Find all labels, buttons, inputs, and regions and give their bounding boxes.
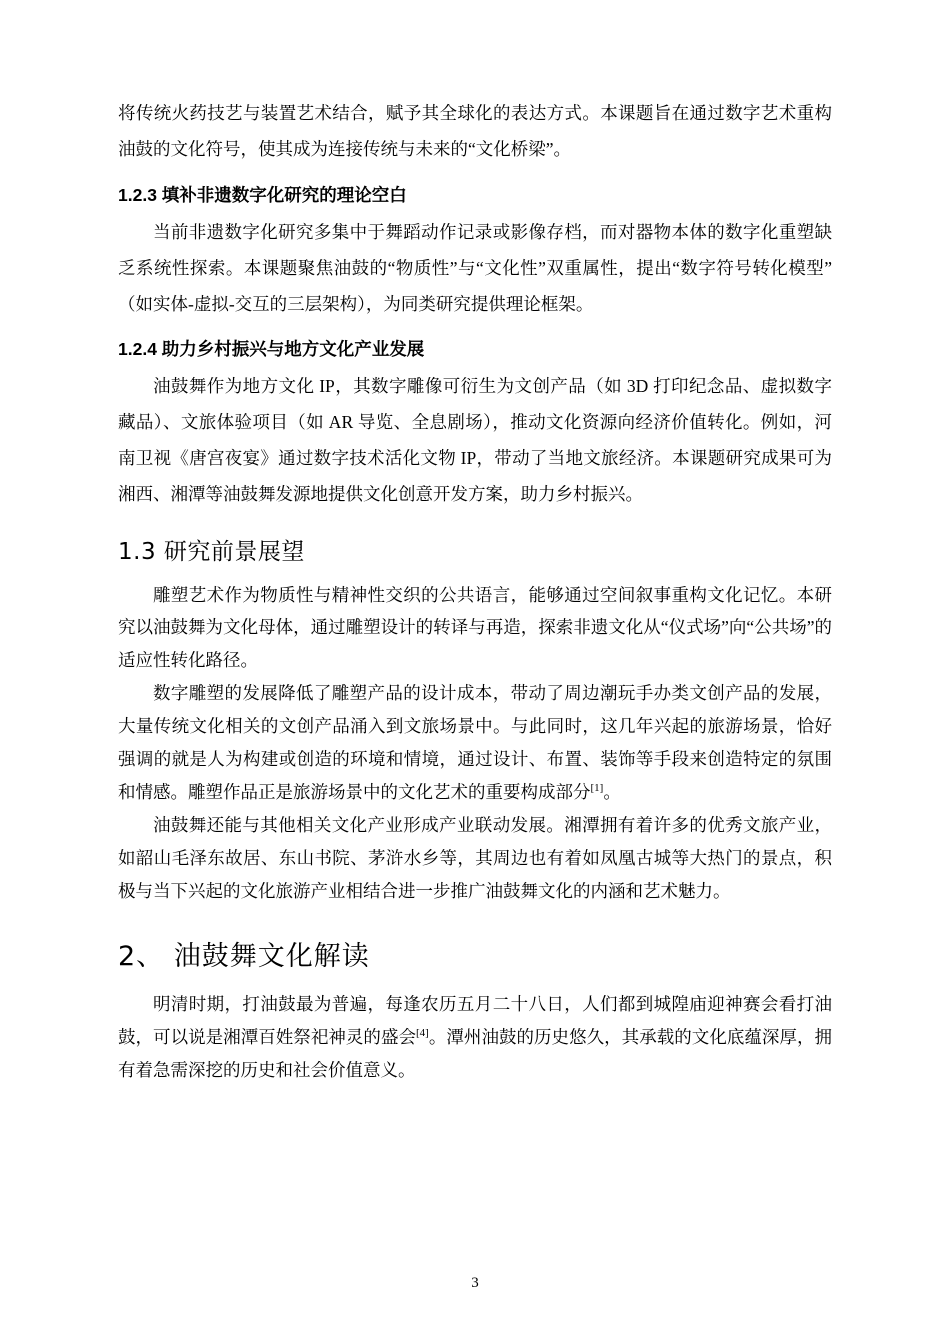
paragraph-prospect-3: 油鼓舞还能与其他相关文化产业形成产业联动发展。湘潭拥有着许多的优秀文旅产业，如韶山毛泽东故居、东山书院、茅浒水乡等，其周边也有着如凤凰古城等大热门的景点，积极与当下兴起的文化旅游产业相结合进一步推广油鼓舞文化的内涵和艺术魅力。 — [118, 814, 832, 901]
paragraph-prospect-2 — [118, 677, 832, 809]
paragraph-1-2-4-body: 油鼓舞作为地方文化 IP，其数字雕像可衍生为文创产品（如 3D 打印纪念品、虚拟数字藏品）、文旅体验项目（如 AR 导览、全息剧场），推动文化资源向经济价值转化。例如，河南卫视《唐宫夜宴》通过数字技术活化文物 IP，带动了当地文旅经济。本课题研究成果可为湘西、湘潭等油鼓舞发源地提供文化创意开发方案，助力乡村振兴。 — [118, 376, 832, 504]
paragraph-prospect-2-text: 数字雕塑的发展降低了雕塑产品的设计成本，带动了周边潮玩手办类文创产品的发展，大量传统文化相关的文创产品涌入到文旅场景中。与此同时，这几年兴起的旅游场景，恰好强调的就是人为构建或创造的环境和情境，通过设计、布置、装饰等手段来创造特定的氛围和情感。雕塑作品正是旅游场景中的文化艺术的重要构成部分 — [118, 683, 832, 802]
paragraph-prospect-2-tail: 。 — [603, 781, 621, 802]
citation-ref-1: [1] — [590, 782, 604, 795]
paragraph-section-2-body — [118, 988, 832, 1087]
paragraph-section-2-text: 明清时期，打油鼓最为普遍，每逢农历五月二十八日，人们都到城隍庙迎神赛会看打油鼓，可以说是湘潭百姓祭祀神灵的盛会 — [118, 994, 832, 1047]
heading-1-2-4: 1.2.4 助力乡村振兴与地方文化产业发展 — [118, 339, 425, 360]
page-number: 3 — [471, 1275, 479, 1291]
paragraph-1-2-3-body: 当前非遗数字化研究多集中于舞蹈动作记录或影像存档，而对器物本体的数字化重塑缺乏系统性探索。本课题聚焦油鼓的“物质性”与“文化性”双重属性，提出“数字符号转化模型”（如实体-虚拟-交互的三层架构），为同类研究提供理论框架。 — [118, 221, 832, 314]
heading-section-2: 2、 油鼓舞文化解读 — [118, 941, 370, 973]
citation-ref-4: [4] — [416, 1027, 429, 1040]
paragraph-section-2-tail: 。潭州油鼓的历史悠久，其承载的文化底蕴深厚，拥有着急需深挖的历史和社会价值意义。 — [118, 1026, 833, 1080]
heading-1-2-3: 1.2.3 填补非遗数字化研究的理论空白 — [118, 184, 407, 205]
prospect-block — [118, 579, 832, 908]
paragraph-prospect-1: 雕塑艺术作为物质性与精神性交织的公共语言，能够通过空间叙事重构文化记忆。本研究以油鼓舞为文化母体，通过雕塑设计的转译与再造，探索非遗文化从“仪式场”向“公共场”的适应性转化路径。 — [118, 584, 832, 671]
paragraph-intro: 将传统火药技艺与装置艺术结合，赋予其全球化的表达方式。本课题旨在通过数字艺术重构油鼓的文化符号，使其成为连接传统与未来的“文化桥梁”。 — [118, 103, 832, 159]
heading-1-3: 1.3 研究前景展望 — [118, 538, 305, 565]
